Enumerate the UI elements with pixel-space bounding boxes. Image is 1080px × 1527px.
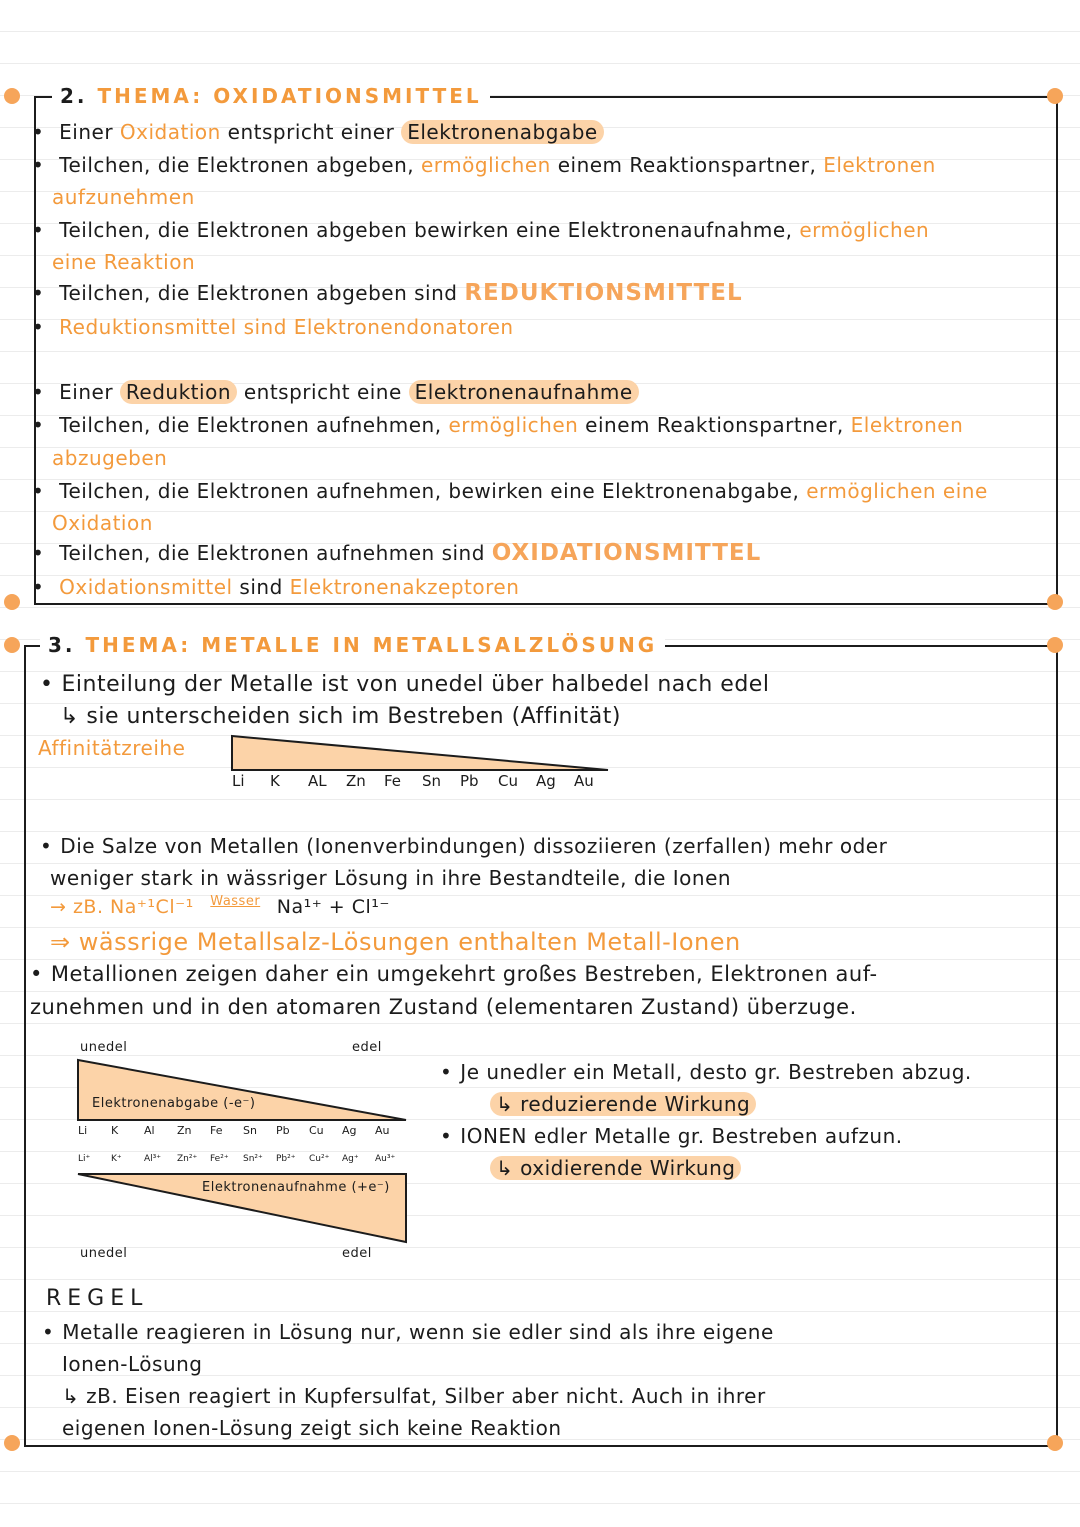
s3-salt-1: • Die Salze von Metallen (Ionenverbindungen) dissoziieren (zerfallen) mehr oder — [40, 834, 887, 858]
diagram-bottom-left: unedel — [80, 1246, 128, 1261]
diagram-top-left: unedel — [80, 1040, 128, 1055]
affinity-metal-2: AL — [308, 772, 327, 790]
s2-line-11: • Teilchen, die Elektronen aufnehmen, bewirken eine Elektronenabgabe, ermöglichen eine — [32, 479, 988, 503]
affinity-metal-0: Li — [232, 772, 245, 790]
diagram-ion-6: Pb²⁺ — [276, 1154, 296, 1164]
s2-line-10: abzugeben — [52, 446, 168, 470]
affinity-metal-1: K — [270, 772, 280, 790]
affinity-metal-row — [232, 772, 612, 794]
diagram-ion-3: Zn²⁺ — [177, 1154, 198, 1164]
corner-dot — [1047, 1435, 1063, 1451]
diagram-metal-0: Li — [78, 1124, 88, 1137]
corner-dot — [4, 88, 20, 104]
affinity-metal-7: Cu — [498, 772, 518, 790]
s2-line-5: eine Reaktion — [52, 250, 196, 274]
diagram-metal-9: Au — [375, 1124, 390, 1137]
rule-line-3: ↳ zB. Eisen reagiert in Kupfersulfat, Silber aber nicht. Auch in ihrer — [62, 1384, 766, 1408]
corner-dot — [4, 1435, 20, 1451]
rule-title: REGEL — [46, 1286, 149, 1311]
diagram-metal-1: K — [111, 1124, 119, 1137]
s3-intro-1: • Einteilung der Metalle ist von unedel über halbedel nach edel — [40, 672, 769, 697]
s2-line-7: • Reduktionsmittel sind Elektronendonatoren — [32, 315, 514, 339]
rule-line-1: • Metalle reagieren in Lösung nur, wenn sie edler sind als ihre eigene — [42, 1320, 774, 1344]
diagram-bottom-right: edel — [342, 1246, 372, 1261]
s2-line-12: Oxidation — [52, 511, 153, 535]
s3-example: → zB. Na⁺¹Cl⁻¹ $^{Wasser}$ Na¹⁺ + Cl¹⁻ — [50, 894, 390, 918]
diagram-metal-row — [78, 1124, 408, 1142]
affinity-metal-6: Pb — [460, 772, 479, 790]
s2-line-14: • Oxidationsmittel sind Elektronenakzeptoren — [32, 575, 519, 599]
s2-line-6: • Teilchen, die Elektronen abgeben sind REDUKTIONSMITTEL — [32, 280, 743, 306]
side-note-2-highlight: ↳ oxidierende Wirkung — [490, 1156, 741, 1180]
electron-loss-label: Elektronenabgabe (-e⁻) — [92, 1096, 256, 1111]
corner-dot — [1047, 637, 1063, 653]
s2-line-3: aufzunehmen — [52, 185, 195, 209]
affinity-metal-4: Fe — [384, 772, 402, 790]
diagram-metal-5: Sn — [243, 1124, 257, 1137]
s3-conclusion: ⇒ wässrige Metallsalz-Lösungen enthalten Metall-Ionen — [50, 928, 741, 956]
s2-line-1: • Einer Oxidation entspricht einer Elektronenabgabe — [32, 120, 604, 144]
corner-dot — [4, 594, 20, 610]
diagram-ion-7: Cu²⁺ — [309, 1154, 330, 1164]
diagram-metal-3: Zn — [177, 1124, 192, 1137]
corner-dot — [1047, 88, 1063, 104]
diagram-metal-6: Pb — [276, 1124, 290, 1137]
affinity-label: Affinitätzreihe — [38, 736, 186, 760]
s2-line-2: • Teilchen, die Elektronen abgeben, ermöglichen einem Reaktionspartner, Elektronen — [32, 153, 936, 177]
affinity-metal-8: Ag — [536, 772, 556, 790]
s2-line-9: • Teilchen, die Elektronen aufnehmen, ermöglichen einem Reaktionspartner, Elektronen — [32, 413, 963, 437]
corner-dot — [1047, 594, 1063, 610]
diagram-metal-4: Fe — [210, 1124, 223, 1137]
diagram-ion-8: Ag⁺ — [342, 1154, 359, 1164]
rule-line-2: Ionen-Lösung — [62, 1352, 203, 1376]
diagram-metal-8: Ag — [342, 1124, 357, 1137]
s2-line-8: • Einer Reduktion entspricht eine Elektronenaufnahme — [32, 380, 639, 404]
diagram-ion-0: Li⁺ — [78, 1154, 91, 1164]
s3-ions-2: zunehmen und in den atomaren Zustand (elementaren Zustand) überzuge. — [30, 995, 857, 1019]
s3-intro-2: ↳ sie unterscheiden sich im Bestreben (Affinität) — [60, 704, 621, 729]
diagram-metal-7: Cu — [309, 1124, 324, 1137]
corner-dot — [4, 637, 20, 653]
rule-line-4: eigenen Ionen-Lösung zeigt sich keine Reaktion — [62, 1416, 562, 1440]
affinity-metal-9: Au — [574, 772, 594, 790]
side-note-2: • IONEN edler Metalle gr. Bestreben aufzun. — [440, 1124, 903, 1148]
side-note-1-highlight: ↳ reduzierende Wirkung — [490, 1092, 756, 1116]
diagram-ion-4: Fe²⁺ — [210, 1154, 229, 1164]
s2-line-13: • Teilchen, die Elektronen aufnehmen sind OXIDATIONSMITTEL — [32, 540, 761, 566]
affinity-metal-3: Zn — [346, 772, 366, 790]
s2-line-4: • Teilchen, die Elektronen abgeben bewirken eine Elektronenaufnahme, ermöglichen — [32, 218, 929, 242]
s3-ions-1: • Metallionen zeigen daher ein umgekehrt großes Bestreben, Elektronen auf- — [30, 962, 878, 986]
s3-salt-2: weniger stark in wässriger Lösung in ihre Bestandteile, die Ionen — [50, 866, 732, 890]
electron-loss-wedge — [74, 1056, 414, 1126]
diagram-ion-9: Au³⁺ — [375, 1154, 396, 1164]
diagram-ion-2: Al³⁺ — [144, 1154, 162, 1164]
diagram-ion-1: K⁺ — [111, 1154, 122, 1164]
section3-title: 3. THEMA: METALLE IN METALLSALZLÖSUNG — [40, 633, 665, 657]
diagram-metal-2: Al — [144, 1124, 155, 1137]
diagram-top-right: edel — [352, 1040, 382, 1055]
side-note-1: • Je unedler ein Metall, desto gr. Bestreben abzug. — [440, 1060, 972, 1084]
section2-title: 2. THEMA: OXIDATIONSMITTEL — [52, 84, 490, 108]
diagram-ion-5: Sn²⁺ — [243, 1154, 263, 1164]
electron-gain-label: Elektronenaufnahme (+e⁻) — [202, 1180, 390, 1195]
affinity-metal-5: Sn — [422, 772, 442, 790]
